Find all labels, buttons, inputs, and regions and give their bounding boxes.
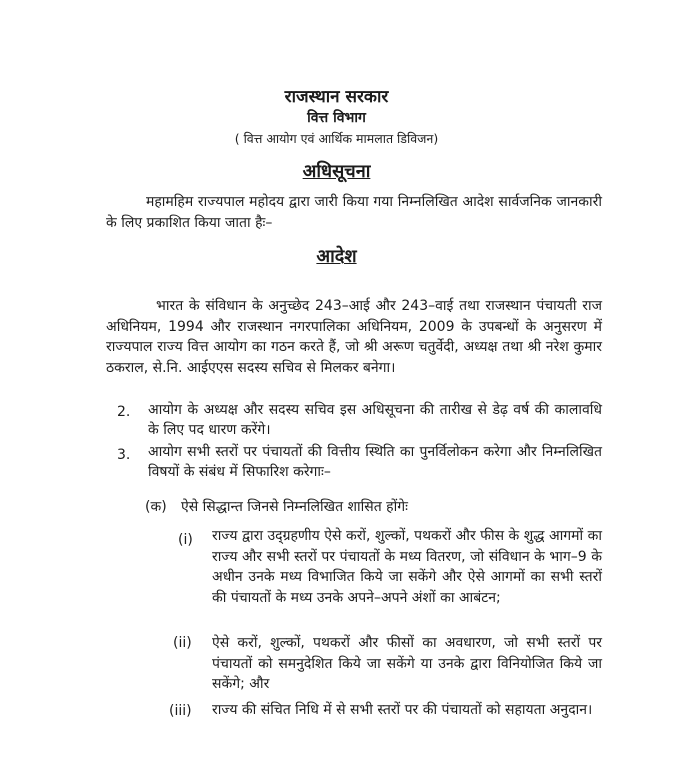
sub-a-text: ऐसे सिद्धान्त जिनसे निम्नलिखित शासित होंगेः — [181, 499, 408, 515]
item-3-text: आयोग सभी स्तरों पर पंचायतों की वित्तीय स्थिति का पुनर्विलोकन करेगा और निम्नलिखित विषयों के संबंध में सिफारिश करेगाः– — [148, 444, 602, 480]
clause-ii-label: (ii) — [173, 635, 192, 651]
sub-a-label: (क) — [145, 499, 167, 515]
division-subtitle: ( वित्त आयोग एवं आर्थिक मामलात डिविजन) — [234, 131, 439, 146]
clause-iii-text: राज्य की संचित निधि में से सभी स्तरों पर की पंचायतों को सहायता अनुदान। — [212, 702, 593, 718]
clause-i-text: राज्य द्वारा उद्ग्रहणीय ऐसे करों, शुल्कों, पथकरों और फीस के शुद्ध आगमों का राज्य और सभी स्तरों पर पंचायतों के मध्य वितरण, जो संविधान के भाग–9 के अधीन उनके मध्य विभाजित किये जा सकेंगे और ऐसे आगमों का सभी स्तरों की पंचायतों के मध्य उनके अपने–अपने अंशों का आबंटन; — [212, 528, 602, 606]
clause-i-label: (i) — [178, 532, 193, 548]
clause-ii-text: ऐसे करों, शुल्कों, पथकरों और फीसों का अवधारण, जो सभी स्तरों पर पंचायतों को समनुदेशित किये जा सकेंगे या उनके द्वारा विनियोजित किये जा सकेंगे; और — [212, 635, 602, 692]
item-2-number: 2. — [117, 404, 131, 420]
item-3-number: 3. — [117, 447, 131, 463]
government-title: राजस्थान सरकार — [284, 87, 389, 107]
notification-intro: महामहिम राज्यपाल महोदय द्वारा जारी किया गया निम्नलिखित आदेश सार्वजनिक जानकारी के लिए प्रकाशित किया जाता हैः– — [106, 194, 602, 231]
clause-iii-label: (iii) — [169, 703, 192, 719]
item-2-text: आयोग के अध्यक्ष और सदस्य सचिव इस अधिसूचना की तारीख से डेढ़ वर्ष की कालावधि के लिए पद धारण करेंगे। — [148, 402, 602, 438]
order-heading: आदेश — [316, 246, 357, 267]
notification-heading: अधिसूचना — [302, 161, 371, 182]
department-title: वित्त विभाग — [307, 110, 366, 126]
order-paragraph-1: भारत के संविधान के अनुच्छेद 243–आई और 243–वाई तथा राजस्थान पंचायती राज अधिनियम, 1994 और राजस्थान नगरपालिका अधिनियम, 2009 के उपबन्धों के अनुसरण में राज्यपाल राज्य वित्त आयोग का गठन करते हैं, जो श्री अरूण चतुर्वेदी, अध्यक्ष तथा श्री नरेश कुमार ठकराल, से.नि. आईएएस सदस्य सचिव से मिलकर बनेगा। — [106, 298, 602, 376]
